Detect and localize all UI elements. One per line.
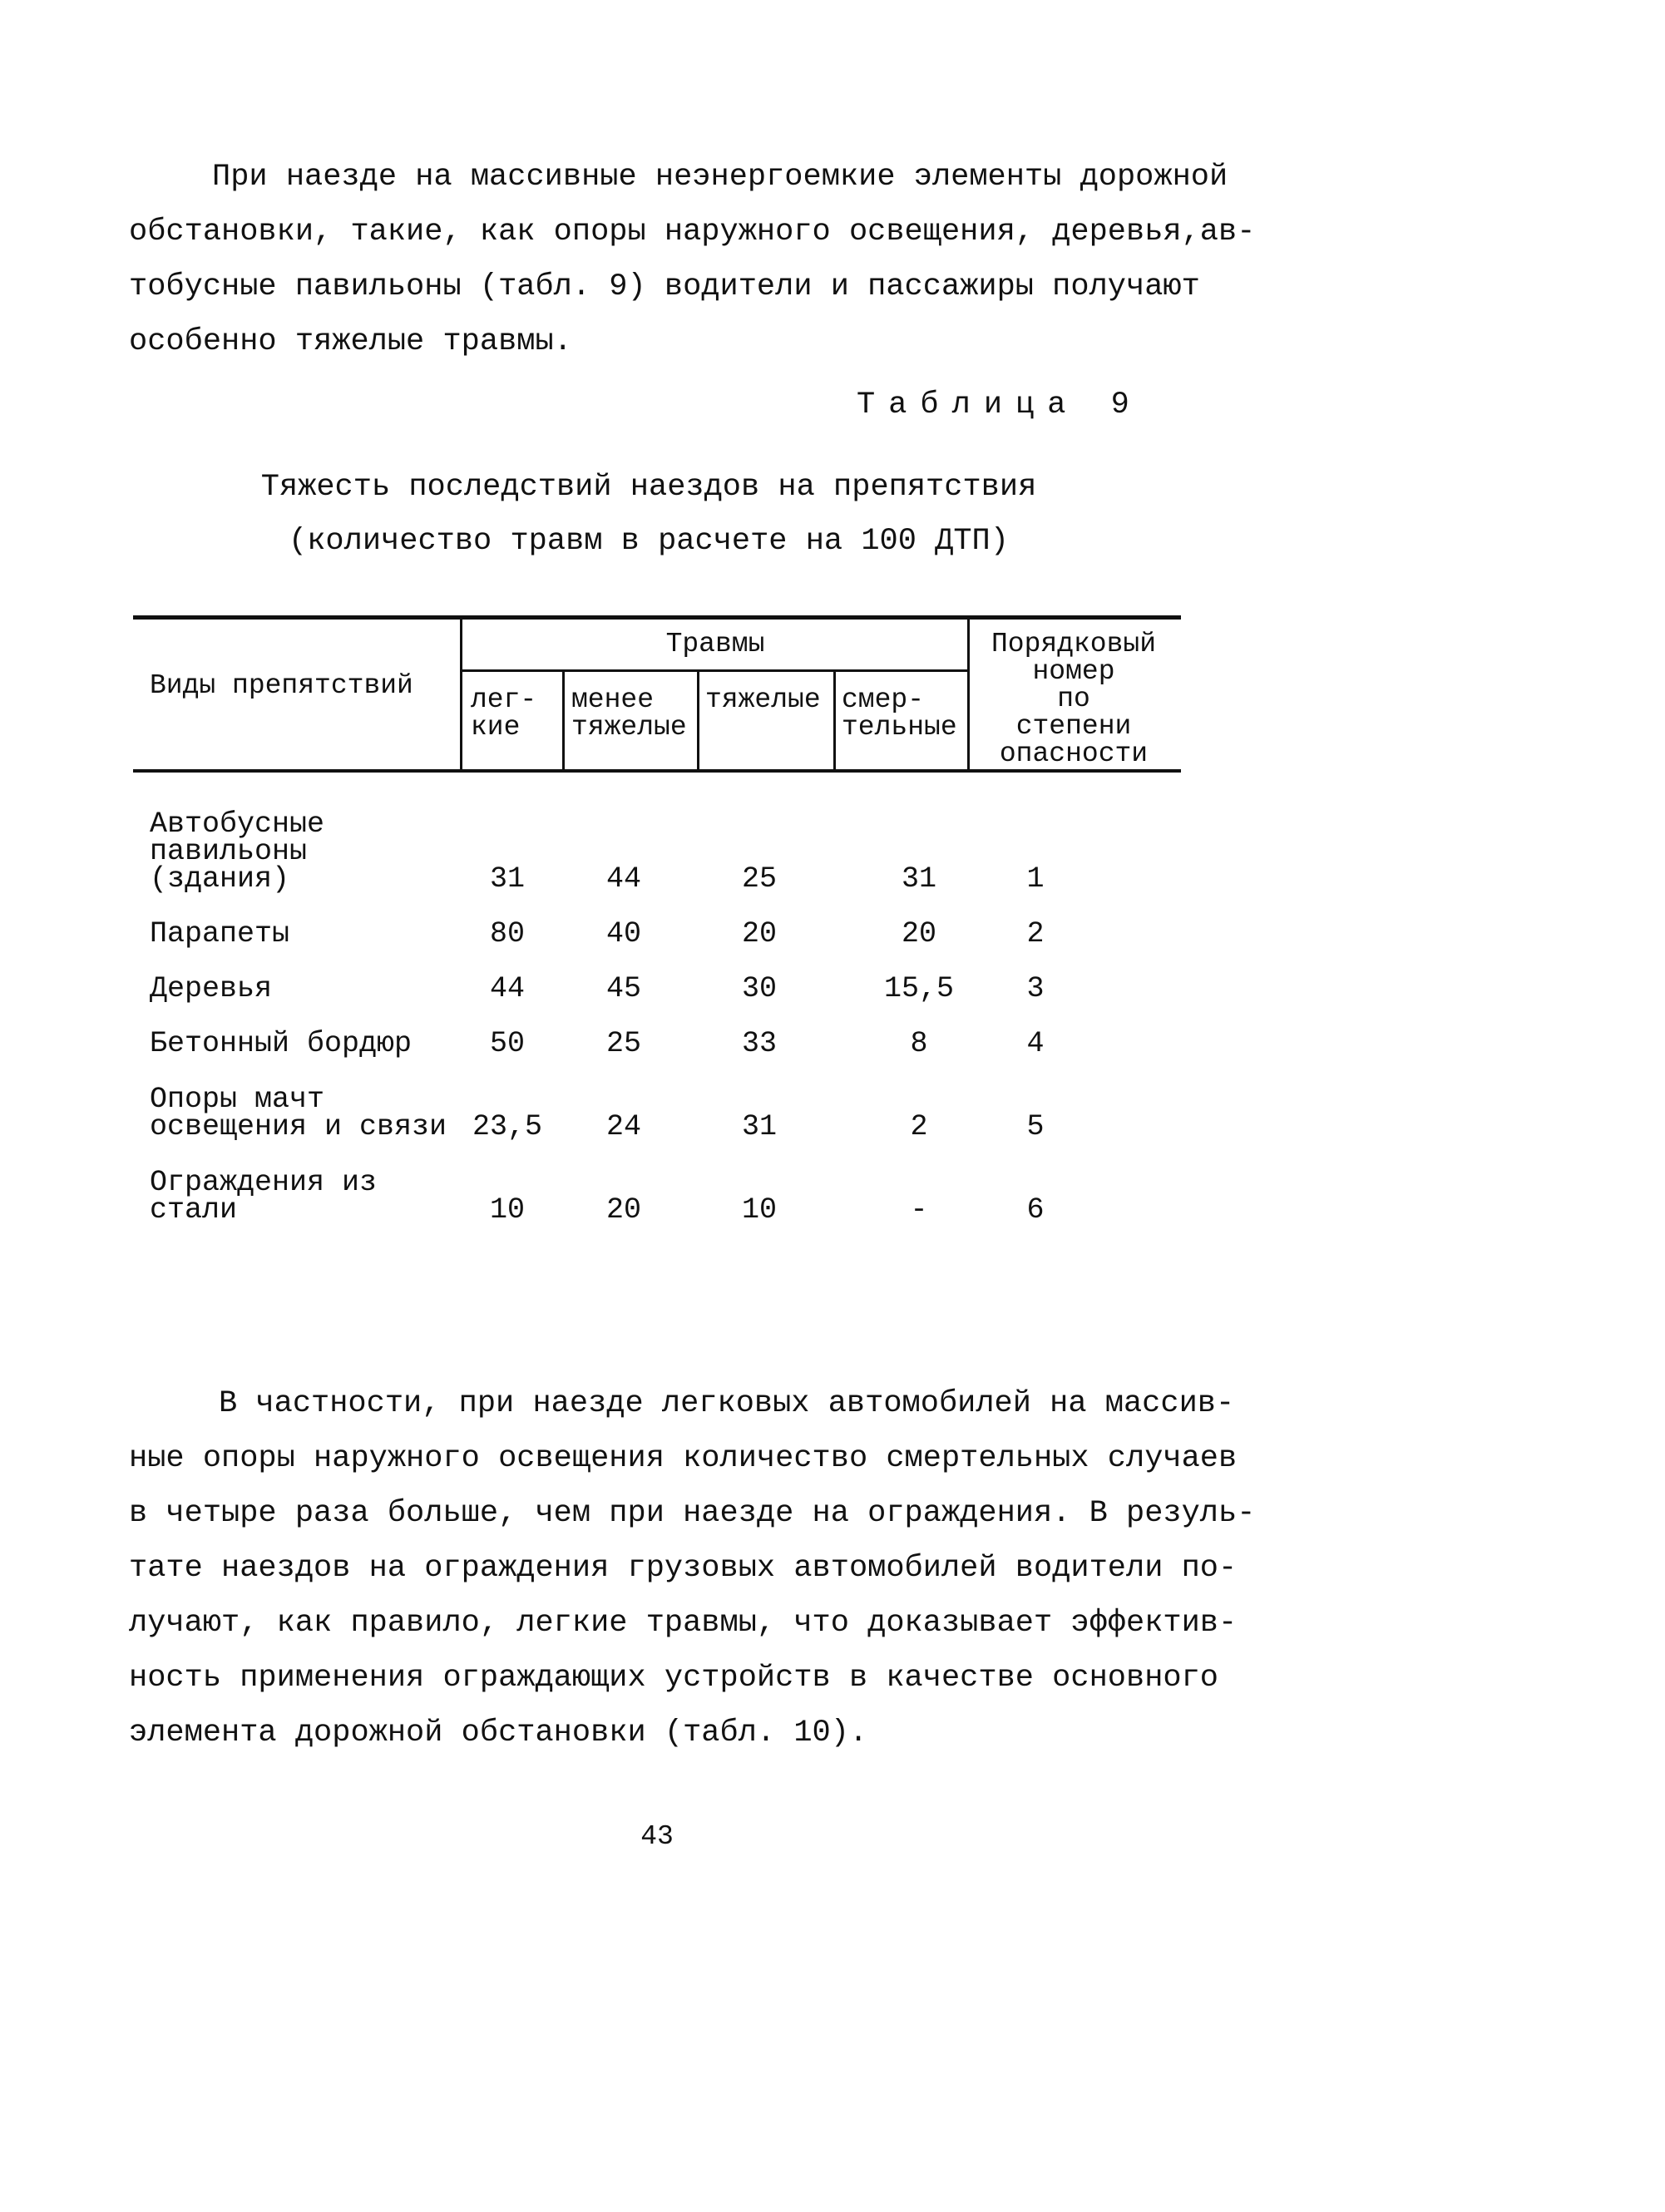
header-fatal: смер- [842, 684, 925, 715]
header-severe: тяжелые [705, 684, 821, 715]
table-label: Таблица 9 [857, 388, 1143, 422]
header-rank: опасности [999, 738, 1149, 769]
cell-rank: 6 [1026, 1193, 1045, 1227]
closing-paragraph [129, 1376, 1255, 1760]
cell-rank: 2 [1026, 917, 1045, 950]
intro-paragraph [129, 150, 1255, 369]
text-line: При наезде на массивные неэнергоемкие элементы дорожной [212, 160, 1228, 195]
page-number: 43 [640, 1821, 674, 1852]
table-caption: Тяжесть последствий наездов на препятствия [260, 470, 1037, 505]
cell-light: 80 [489, 917, 525, 950]
text-line: особенно тяжелые травмы. [129, 324, 572, 359]
cell-light: 10 [489, 1193, 525, 1227]
cell-fatal: 2 [910, 1110, 928, 1143]
row-obstacle-name: освещения и связи [150, 1110, 447, 1143]
cell-rank: 5 [1026, 1110, 1045, 1143]
cell-rank: 1 [1026, 862, 1045, 896]
cell-severe: 25 [741, 862, 777, 896]
cell-rank: 3 [1026, 972, 1045, 1005]
row-obstacle-name: Опоры мачт [150, 1083, 325, 1116]
table-top-rule [133, 615, 1181, 620]
cell-fatal: 31 [901, 862, 936, 896]
row-obstacle-name: Деревья [150, 972, 273, 1005]
cell-fatal: 8 [910, 1027, 928, 1060]
column-divider [833, 671, 836, 769]
text-line: тате наездов на ограждения грузовых автомобилей водители по- [129, 1551, 1238, 1586]
group-header-rule [462, 669, 969, 672]
cell-severe: 33 [741, 1027, 777, 1060]
header-rank: степени [1015, 711, 1132, 742]
text-line: элемента дорожной обстановки (табл. 10). [129, 1716, 868, 1750]
header-rank: номер [1032, 656, 1115, 687]
header-less-severe: тяжелые [571, 712, 687, 743]
cell-severe: 20 [741, 917, 777, 950]
cell-less-severe: 44 [605, 862, 641, 896]
text-line: обстановки, такие, как опоры наружного освещения, деревья,ав- [129, 215, 1256, 249]
text-line: ные опоры наружного освещения количество смертельных случаев [129, 1441, 1238, 1476]
header-rank: по [1057, 684, 1090, 714]
header-injuries: Травмы [665, 629, 765, 659]
row-obstacle-name: павильоны [150, 835, 308, 868]
header-obstacle: Виды препятствий [150, 670, 413, 701]
cell-fatal: 15,5 [883, 972, 954, 1005]
row-obstacle-name: (здания) [150, 862, 290, 896]
header-less-severe: менее [571, 684, 655, 715]
column-divider [562, 671, 565, 769]
table-caption-subtitle: (количество травм в расчете на 100 ДТП) [289, 524, 1009, 559]
cell-less-severe: 45 [605, 972, 641, 1005]
row-obstacle-name: Автобусные [150, 807, 325, 841]
cell-severe: 30 [741, 972, 777, 1005]
column-divider [697, 671, 699, 769]
cell-less-severe: 25 [605, 1027, 641, 1060]
row-obstacle-name: Парапеты [150, 917, 290, 950]
cell-light: 31 [489, 862, 525, 896]
text-line: тобусные павильоны (табл. 9) водители и пассажиры получают [129, 269, 1200, 304]
header-rank: Порядковый [991, 629, 1157, 659]
cell-less-severe: 24 [605, 1110, 641, 1143]
table-header-rule [133, 769, 1181, 773]
text-line: лучают, как правило, легкие травмы, что доказывает эффектив- [129, 1606, 1238, 1641]
header-light: кие [471, 712, 521, 743]
cell-severe: 31 [741, 1110, 777, 1143]
text-line: ность применения ограждающих устройств в качестве основного [129, 1661, 1219, 1696]
row-obstacle-name: стали [150, 1193, 238, 1227]
cell-less-severe: 40 [605, 917, 641, 950]
cell-light: 50 [489, 1027, 525, 1060]
row-obstacle-name: Ограждения из [150, 1166, 378, 1199]
cell-fatal: 20 [901, 917, 936, 950]
cell-fatal: - [910, 1193, 928, 1227]
row-obstacle-name: Бетонный бордюр [150, 1027, 413, 1060]
header-fatal: тельные [842, 712, 957, 743]
cell-light: 44 [489, 972, 525, 1005]
cell-severe: 10 [741, 1193, 777, 1227]
text-line: в четыре раза больше, чем при наезде на ограждения. В резуль- [129, 1496, 1256, 1531]
header-light: лег- [471, 684, 537, 715]
cell-rank: 4 [1026, 1027, 1045, 1060]
cell-light: 23,5 [472, 1110, 542, 1143]
cell-less-severe: 20 [605, 1193, 641, 1227]
text-line: В частности, при наезде легковых автомобилей на массив- [219, 1386, 1235, 1421]
